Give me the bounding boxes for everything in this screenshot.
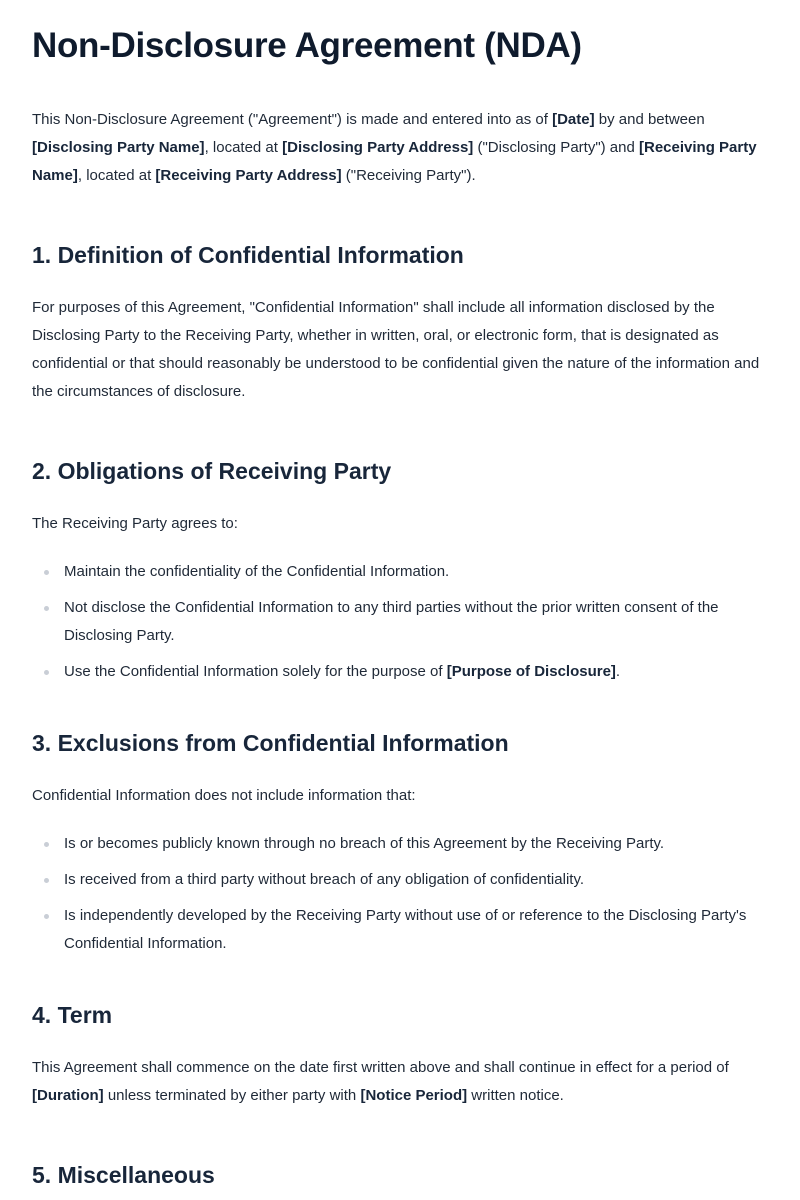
section-lead: Confidential Information does not include information that: (32, 787, 416, 804)
bullet-icon (44, 914, 49, 919)
intro-text: ("Disclosing Party") and (473, 139, 639, 156)
list-item-text: . (615, 663, 621, 680)
bullet-icon (44, 670, 49, 675)
bullet-icon (44, 570, 49, 575)
list-item-text: Maintain the confidentiality of the Confidential Information. (64, 563, 450, 580)
section-exclusions (32, 728, 768, 958)
section-heading: 1. Definition of Confidential Information (32, 242, 464, 268)
list-item (32, 902, 768, 958)
list-item-text: Is received from a third party without breach of any obligation of confidentiality. (64, 871, 584, 888)
bullet-icon (44, 878, 49, 883)
purpose-placeholder: [Purpose of Disclosure] (446, 663, 616, 680)
intro-text: by and between (594, 111, 705, 128)
section-heading: 3. Exclusions from Confidential Information (32, 730, 509, 756)
intro-text: This Non-Disclosure Agreement ("Agreement") is made and entered into as of (32, 111, 553, 128)
disclosing-party-address-placeholder: [Disclosing Party Address] (282, 139, 474, 156)
intro-text: , located at (204, 139, 283, 156)
term-text: This Agreement shall commence on the date first written above and shall continue in effect for a period of (32, 1059, 729, 1076)
section-heading: 5. Miscellaneous (32, 1162, 215, 1188)
obligations-list (32, 558, 768, 686)
duration-placeholder: [Duration] (32, 1087, 104, 1104)
document-title: Non-Disclosure Agreement (NDA) (32, 26, 582, 65)
receiving-party-address-placeholder: [Receiving Party Address] (155, 167, 342, 184)
section-term (32, 1000, 768, 1110)
list-item (32, 594, 768, 650)
intro-text: , located at (77, 167, 156, 184)
intro-text: ("Receiving Party"). (341, 167, 476, 184)
section-lead: The Receiving Party agrees to: (32, 515, 238, 532)
term-text: unless terminated by either party with (103, 1087, 361, 1104)
bullet-icon (44, 842, 49, 847)
disclosing-party-name-placeholder: [Disclosing Party Name] (32, 139, 205, 156)
list-item (32, 658, 768, 686)
section-obligations (32, 456, 768, 686)
section-definition (32, 240, 768, 406)
receiving-party-name-placeholder: [Receiving Party Name] (32, 139, 757, 184)
list-item (32, 558, 768, 586)
list-item-text: Is independently developed by the Receiving Party without use of or reference to the Disclosing Party's Confidential Information. (64, 907, 747, 952)
list-item (32, 830, 768, 858)
section-heading: 4. Term (32, 1002, 113, 1028)
section-body (32, 1054, 768, 1110)
list-item-text: Is or becomes publicly known through no breach of this Agreement by the Receiving Party. (64, 835, 665, 852)
list-item (32, 866, 768, 894)
bullet-icon (44, 606, 49, 611)
section-heading: 2. Obligations of Receiving Party (32, 458, 392, 484)
term-text: written notice. (467, 1087, 564, 1104)
intro-paragraph (32, 106, 768, 190)
section-miscellaneous (32, 1160, 768, 1190)
list-item-text: Not disclose the Confidential Information to any third parties without the prior written consent of the Disclosing Party. (64, 599, 719, 644)
list-item-text: Use the Confidential Information solely for the purpose of (64, 663, 447, 680)
date-placeholder: [Date] (552, 111, 595, 128)
section-body: For purposes of this Agreement, "Confidential Information" shall include all information disclosed by the Disclosing Party to the Receiving Party, whether in written, oral, or electronic form, that is designated as confidential or that should reasonably be understood to be confidential given the nature of the information and the circumstances of disclosure. (32, 299, 760, 400)
notice-period-placeholder: [Notice Period] (360, 1087, 468, 1104)
exclusions-list (32, 830, 768, 958)
